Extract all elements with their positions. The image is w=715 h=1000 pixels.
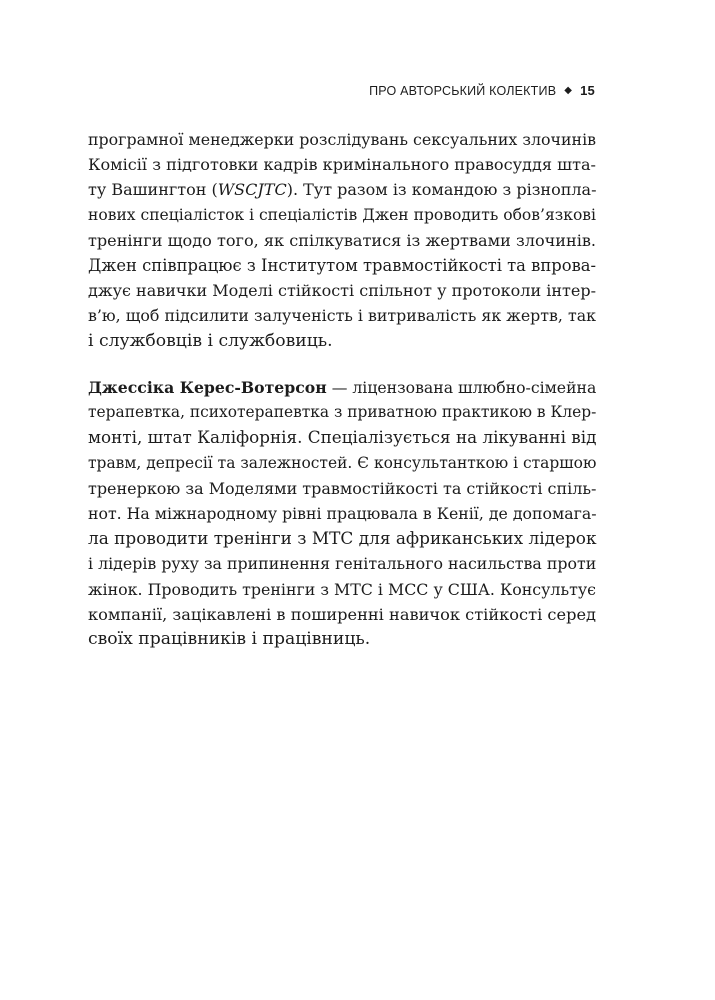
text-span: — ліцензована шлюбно-сімейна — [326, 378, 597, 397]
text-line: своїх працівників і працівниць. — [88, 629, 371, 650]
section-title: ПРО АВТОРСЬКИЙ КОЛЕКТИВ — [369, 83, 557, 98]
text-line — [88, 375, 596, 400]
text-line: тренеркою за Моделями травмостійкості та стійкості спіль- — [88, 478, 597, 498]
paragraph-continued-bio — [88, 127, 596, 354]
text-line: компанії, зацікавлені в поширенні навичок стійкості серед — [88, 604, 597, 624]
text-line: Комісії з підготовки кадрів кримінального правосуддя шта- — [88, 155, 596, 175]
text-line: жінок. Проводить тренінги з МТС і МСС у США. Консультує — [88, 579, 596, 599]
text-line: і лідерів руху за припинення генітального насильства проти — [88, 554, 597, 574]
text-line: травм, депресії та залежностей. Є консультанткою і старшою — [88, 453, 597, 472]
diamond-separator-icon: ◆ — [564, 84, 573, 96]
text-span: ). Тут разом із командою з різнопла- — [286, 180, 597, 200]
text-line: терапевтка, психотерапевтка з приватною практикою в Клер- — [88, 403, 597, 422]
running-header — [369, 83, 595, 98]
author-name: Джессіка Керес-Вотерсон — [88, 378, 327, 397]
text-line: ла проводити тренінги з МТС для африканських лідерок — [88, 528, 597, 549]
page-number: 15 — [580, 83, 595, 98]
text-span: ту Вашингтон ( — [88, 180, 218, 200]
text-line — [88, 177, 596, 202]
text-line: Джен співпрацює з Інститутом травмостійкості та впрова- — [88, 256, 597, 276]
paragraph-author-bio — [88, 375, 596, 652]
text-line: нових спеціалісток і спеціалістів Джен проводить обов’язкові — [88, 205, 597, 224]
text-line: монті, штат Каліфорнія. Спеціалізується на лікуванні від — [88, 427, 597, 448]
text-line: і службовців і службовиць. — [88, 330, 333, 351]
text-line: джує навички Моделі стійкості спільнот у протоколи інтер- — [88, 281, 596, 301]
text-line: програмної менеджерки розслідувань сексуальних злочинів — [88, 130, 597, 149]
text-line: нот. На міжнародному рівні працювала в Кенії, де допомага- — [88, 504, 597, 524]
abbreviation-wscjtc: WSCJTC — [217, 180, 287, 200]
text-line: в’ю, щоб підсилити залученість і витривалість як жертв, так — [88, 306, 596, 326]
text-line: тренінги щодо того, як спілкуватися із жертвами злочинів. — [88, 230, 596, 250]
